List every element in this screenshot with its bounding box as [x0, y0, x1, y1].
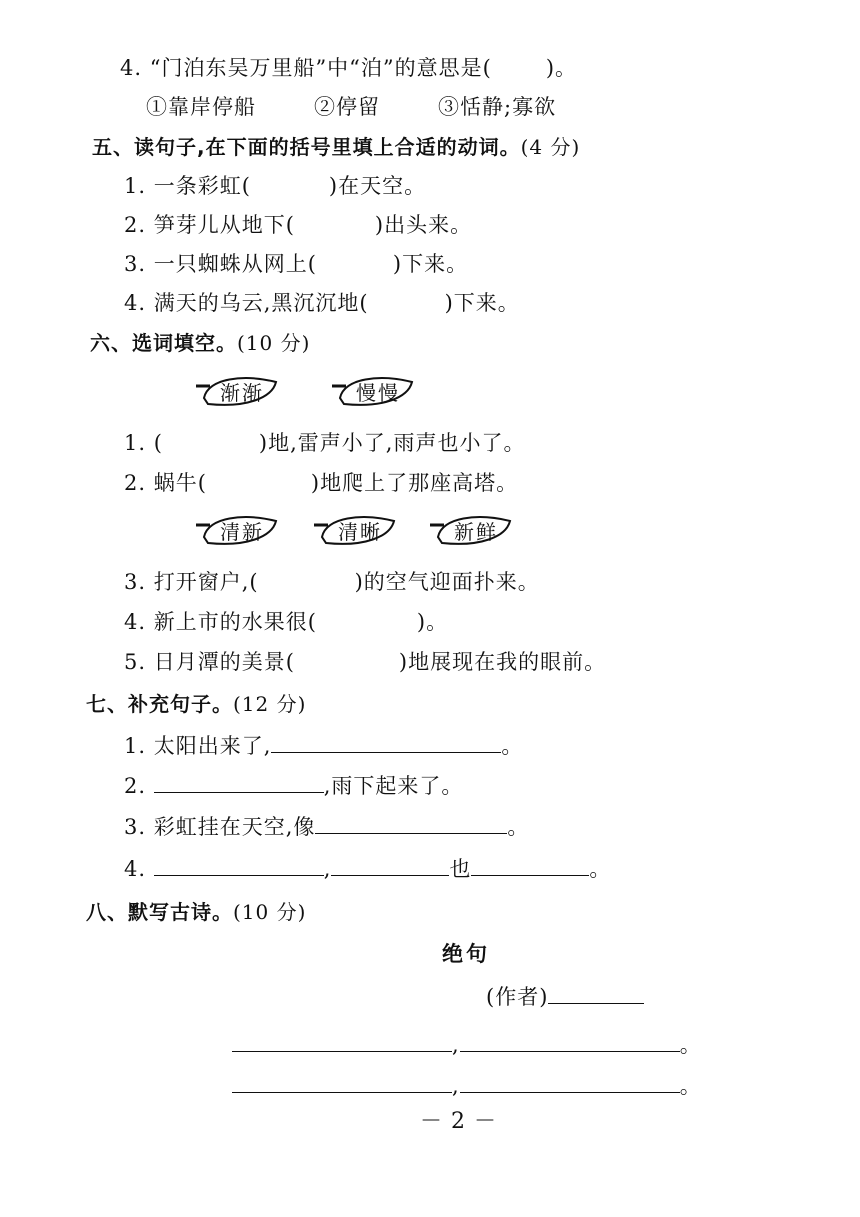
answer-blank[interactable] [331, 857, 449, 876]
q4-options [146, 91, 556, 121]
s6-item-2-before: 2. 蜗牛( [124, 471, 207, 495]
word-leaf-xinxian [428, 511, 518, 549]
section5-heading [92, 131, 580, 160]
poem-blank[interactable] [460, 1033, 680, 1052]
section5-title: 五、读句子,在下面的括号里填上合适的动词。 [92, 135, 521, 159]
s6-item-2-after: )地爬上了那座高塔。 [310, 471, 519, 495]
s5-item-1-before: 1. 一条彩虹( [124, 174, 251, 198]
answer-blank[interactable] [271, 734, 501, 753]
answer-blank[interactable] [154, 857, 324, 876]
poem-line-1 [232, 1029, 702, 1059]
poem-author-line [486, 981, 644, 1011]
word-leaf-qingxi [312, 511, 402, 549]
s5-item-3-before: 3. 一只蜘蛛从网上( [124, 252, 317, 276]
word-option: 新鲜 [454, 520, 498, 544]
q4-text: 4. “门泊东吴万里船”中“泊”的意思是( [120, 56, 492, 80]
s6-item-1 [124, 427, 525, 457]
section6-title: 六、选词填空。 [90, 331, 237, 355]
word-option: 清晰 [338, 520, 382, 544]
s7-item-2 [124, 770, 463, 800]
s5-item-4-before: 4. 满天的乌云,黑沉沉地( [124, 291, 369, 315]
s6-item-5 [124, 646, 606, 676]
s6-item-3-before: 3. 打开窗户,( [124, 570, 259, 594]
s7-item-1 [124, 730, 523, 760]
s7-item-4-num: 4. [124, 857, 147, 881]
s7-item-4 [124, 853, 611, 883]
s7-item-1-after: 。 [501, 734, 524, 758]
word-option: 渐渐 [220, 381, 264, 405]
s5-item-2 [124, 209, 472, 239]
s6-item-4-after: )。 [416, 610, 449, 634]
s5-item-3 [124, 248, 468, 278]
s7-item-2-num: 2. [124, 774, 147, 798]
word-option: 慢慢 [356, 381, 400, 405]
s5-item-4-after: )下来。 [444, 291, 520, 315]
s7-item-3-after: 。 [507, 815, 530, 839]
answer-blank[interactable] [154, 774, 324, 793]
s5-item-4 [124, 287, 520, 317]
s6-item-4-before: 4. 新上市的水果很( [124, 610, 317, 634]
s6-item-3 [124, 566, 540, 596]
poem-comma: , [452, 1033, 460, 1057]
s6-item-3-after: )的空气迎面扑来。 [354, 570, 540, 594]
poem-period: 。 [679, 1033, 702, 1057]
s7-item-4-mid: 也 [449, 857, 472, 881]
s5-item-2-before: 2. 笋芽儿从地下( [124, 213, 295, 237]
s7-item-4-comma: , [323, 857, 332, 881]
s5-item-1 [124, 170, 426, 200]
section6-heading [90, 327, 310, 356]
s5-item-3-after: )下来。 [392, 252, 469, 276]
s7-item-1-before: 1. 太阳出来了, [124, 734, 272, 758]
q4-text-end: )。 [545, 56, 578, 80]
section8-score: (10 分) [233, 900, 307, 924]
q4-option-3: ③恬静;寡欲 [438, 95, 557, 119]
poem-blank[interactable] [460, 1074, 680, 1093]
section5-score: (4 分) [520, 135, 581, 159]
answer-blank[interactable] [471, 857, 589, 876]
s5-item-1-after: )在天空。 [328, 174, 427, 198]
section7-title: 七、补充句子。 [86, 692, 233, 716]
poem-period: 。 [679, 1074, 702, 1098]
s6-item-4 [124, 606, 448, 636]
poem-blank[interactable] [232, 1074, 452, 1093]
word-option: 清新 [220, 520, 264, 544]
section6-score: (10 分) [237, 331, 311, 355]
q4-line [120, 52, 577, 82]
section7-score: (12 分) [233, 692, 307, 716]
s6-item-5-before: 5. 日月潭的美景( [124, 650, 295, 674]
author-blank[interactable] [548, 985, 644, 1004]
section7-heading [86, 688, 306, 717]
s7-item-4-end: 。 [589, 857, 612, 881]
word-leaf-jianjian [194, 372, 284, 410]
q4-option-1: ①靠岸停船 [146, 95, 256, 119]
s6-item-5-after: )地展现在我的眼前。 [398, 650, 607, 674]
section8-title: 八、默写古诗。 [86, 900, 233, 924]
s7-item-3 [124, 811, 529, 841]
s6-item-1-after: )地,雷声小了,雨声也小了。 [258, 431, 526, 455]
s6-item-2 [124, 467, 518, 497]
s7-item-2-after: ,雨下起来了。 [323, 774, 464, 798]
poem-comma: , [452, 1074, 460, 1098]
s5-item-2-after: )出头来。 [374, 213, 473, 237]
poem-line-2 [232, 1070, 702, 1100]
word-leaf-qingxin [194, 511, 284, 549]
s6-item-1-before: 1. ( [124, 431, 163, 455]
page-number: － 2 － [420, 1109, 497, 1134]
s7-item-3-before: 3. 彩虹挂在天空,像 [124, 815, 316, 839]
word-leaf-manman [330, 372, 420, 410]
section8-heading [86, 896, 306, 925]
poem-blank[interactable] [232, 1033, 452, 1052]
author-label: (作者) [486, 985, 549, 1009]
poem-title: 绝句 [442, 942, 490, 966]
answer-blank[interactable] [315, 815, 507, 834]
q4-option-2: ②停留 [314, 95, 380, 119]
